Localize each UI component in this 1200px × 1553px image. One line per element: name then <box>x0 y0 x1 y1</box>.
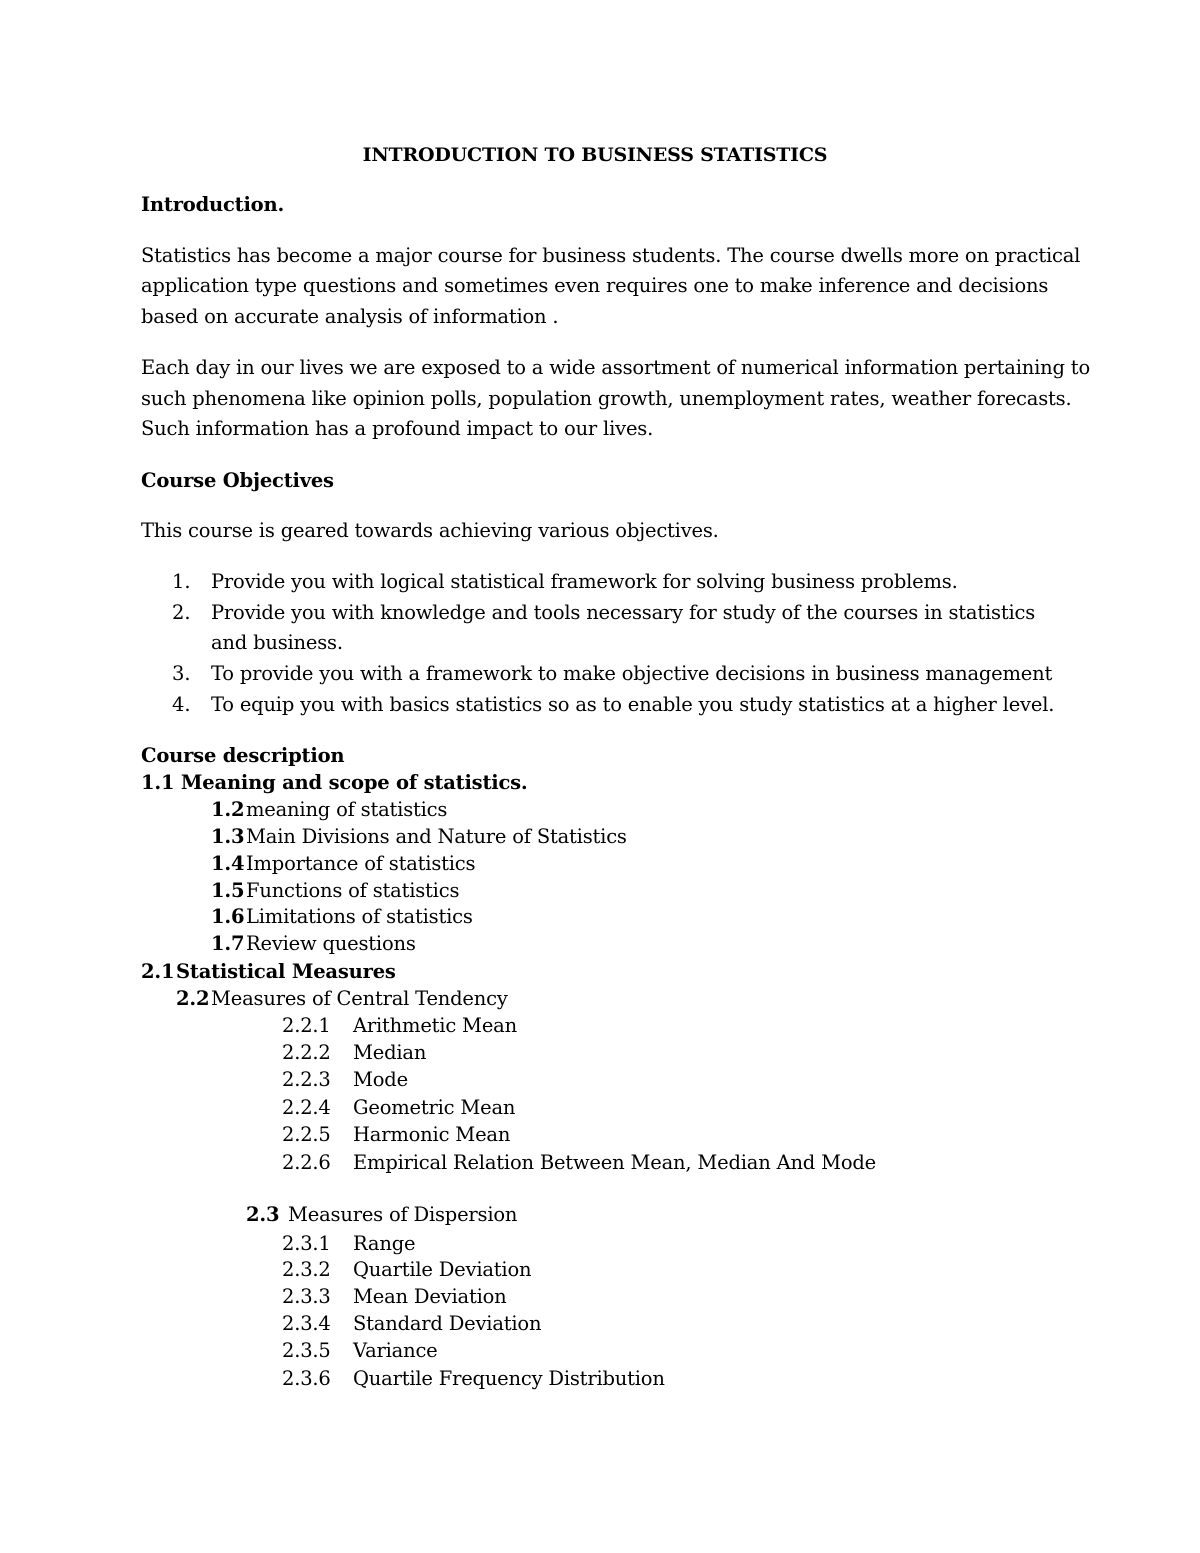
subsection-item-number: 2.3.1 <box>282 1232 331 1255</box>
objective-number: 3. <box>172 662 191 685</box>
subsection-item-text: Median <box>353 1041 427 1064</box>
section-item-number: 1.6 <box>211 905 245 928</box>
subsection-item-text: Quartile Deviation <box>353 1258 532 1281</box>
section-2-number: 2.1 <box>141 960 175 983</box>
subsection-item-number: 2.3.3 <box>282 1285 331 1308</box>
subsection-2-2-title: Measures of Central Tendency <box>211 987 508 1010</box>
section-item-number: 1.5 <box>211 879 245 902</box>
section-item-text: meaning of statistics <box>246 798 448 821</box>
objective-number: 4. <box>172 693 191 716</box>
subsection-item-text: Standard Deviation <box>353 1312 542 1335</box>
subsection-item-number: 2.3.2 <box>282 1258 331 1281</box>
subsection-item-text: Mode <box>353 1068 408 1091</box>
subsection-item-number: 2.3.5 <box>282 1339 331 1362</box>
subsection-item-text: Geometric Mean <box>353 1096 516 1119</box>
section-item-text: Main Divisions and Nature of Statistics <box>246 825 627 848</box>
objective-text: To provide you with a framework to make objective decisions in business management <box>211 662 1053 685</box>
subsection-2-3-number: 2.3 <box>246 1203 280 1226</box>
subsection-item-number: 2.2.4 <box>282 1096 331 1119</box>
subsection-item-text: Variance <box>353 1339 438 1362</box>
subsection-item-number: 2.2.5 <box>282 1123 331 1146</box>
section-item-text: Importance of statistics <box>246 852 476 875</box>
para2-line-2: such phenomena like opinion polls, population growth, unemployment rates, weather forecasts. <box>141 387 1072 410</box>
subsection-item-text: Empirical Relation Between Mean, Median And Mode <box>353 1151 877 1174</box>
section-item-number: 1.4 <box>211 852 245 875</box>
section-item-text: Review questions <box>246 932 416 955</box>
section-item-text: Functions of statistics <box>246 879 460 902</box>
subsection-item-number: 2.2.1 <box>282 1014 331 1037</box>
objective-text: Provide you with logical statistical framework for solving business problems. <box>211 570 958 593</box>
subsection-item-number: 2.2.3 <box>282 1068 331 1091</box>
section-item-text: Limitations of statistics <box>246 905 473 928</box>
subsection-item-number: 2.3.4 <box>282 1312 331 1335</box>
intro-heading: Introduction. <box>141 193 285 216</box>
objective-number: 2. <box>172 601 191 624</box>
section-item-number: 1.3 <box>211 825 245 848</box>
subsection-2-2-number: 2.2 <box>176 987 210 1010</box>
subsection-item-text: Mean Deviation <box>353 1285 507 1308</box>
intro-line-3: based on accurate analysis of information . <box>141 305 559 328</box>
para2-line-3: Such information has a profound impact to our lives. <box>141 417 654 440</box>
objectives-intro: This course is geared towards achieving various objectives. <box>141 519 719 542</box>
subsection-item-text: Range <box>353 1232 416 1255</box>
document-title: INTRODUCTION TO BUSINESS STATISTICS <box>362 144 828 166</box>
description-heading: Course description <box>141 744 345 767</box>
subsection-item-number: 2.3.6 <box>282 1367 331 1390</box>
section-2-title: Statistical Measures <box>176 960 396 983</box>
intro-line-2: application type questions and sometimes even requires one to make inference and decisions <box>141 274 1049 297</box>
objective-text-continued: and business. <box>211 631 343 654</box>
subsection-item-number: 2.2.6 <box>282 1151 331 1174</box>
subsection-item-number: 2.2.2 <box>282 1041 331 1064</box>
subsection-item-text: Harmonic Mean <box>353 1123 511 1146</box>
subsection-item-text: Arithmetic Mean <box>353 1014 517 1037</box>
objective-number: 1. <box>172 570 191 593</box>
objective-text: Provide you with knowledge and tools necessary for study of the courses in statistics <box>211 601 1036 624</box>
intro-line-1: Statistics has become a major course for business students. The course dwells more on practical <box>141 244 1081 267</box>
section-1-title: 1.1 Meaning and scope of statistics. <box>141 771 528 794</box>
section-item-number: 1.2 <box>211 798 245 821</box>
objectives-heading: Course Objectives <box>141 469 334 492</box>
objective-text: To equip you with basics statistics so as to enable you study statistics at a higher level. <box>211 693 1055 716</box>
subsection-2-3-title: Measures of Dispersion <box>288 1203 518 1226</box>
section-item-number: 1.7 <box>211 932 245 955</box>
para2-line-1: Each day in our lives we are exposed to a wide assortment of numerical information pertaining to <box>141 356 1090 379</box>
subsection-item-text: Quartile Frequency Distribution <box>353 1367 665 1390</box>
